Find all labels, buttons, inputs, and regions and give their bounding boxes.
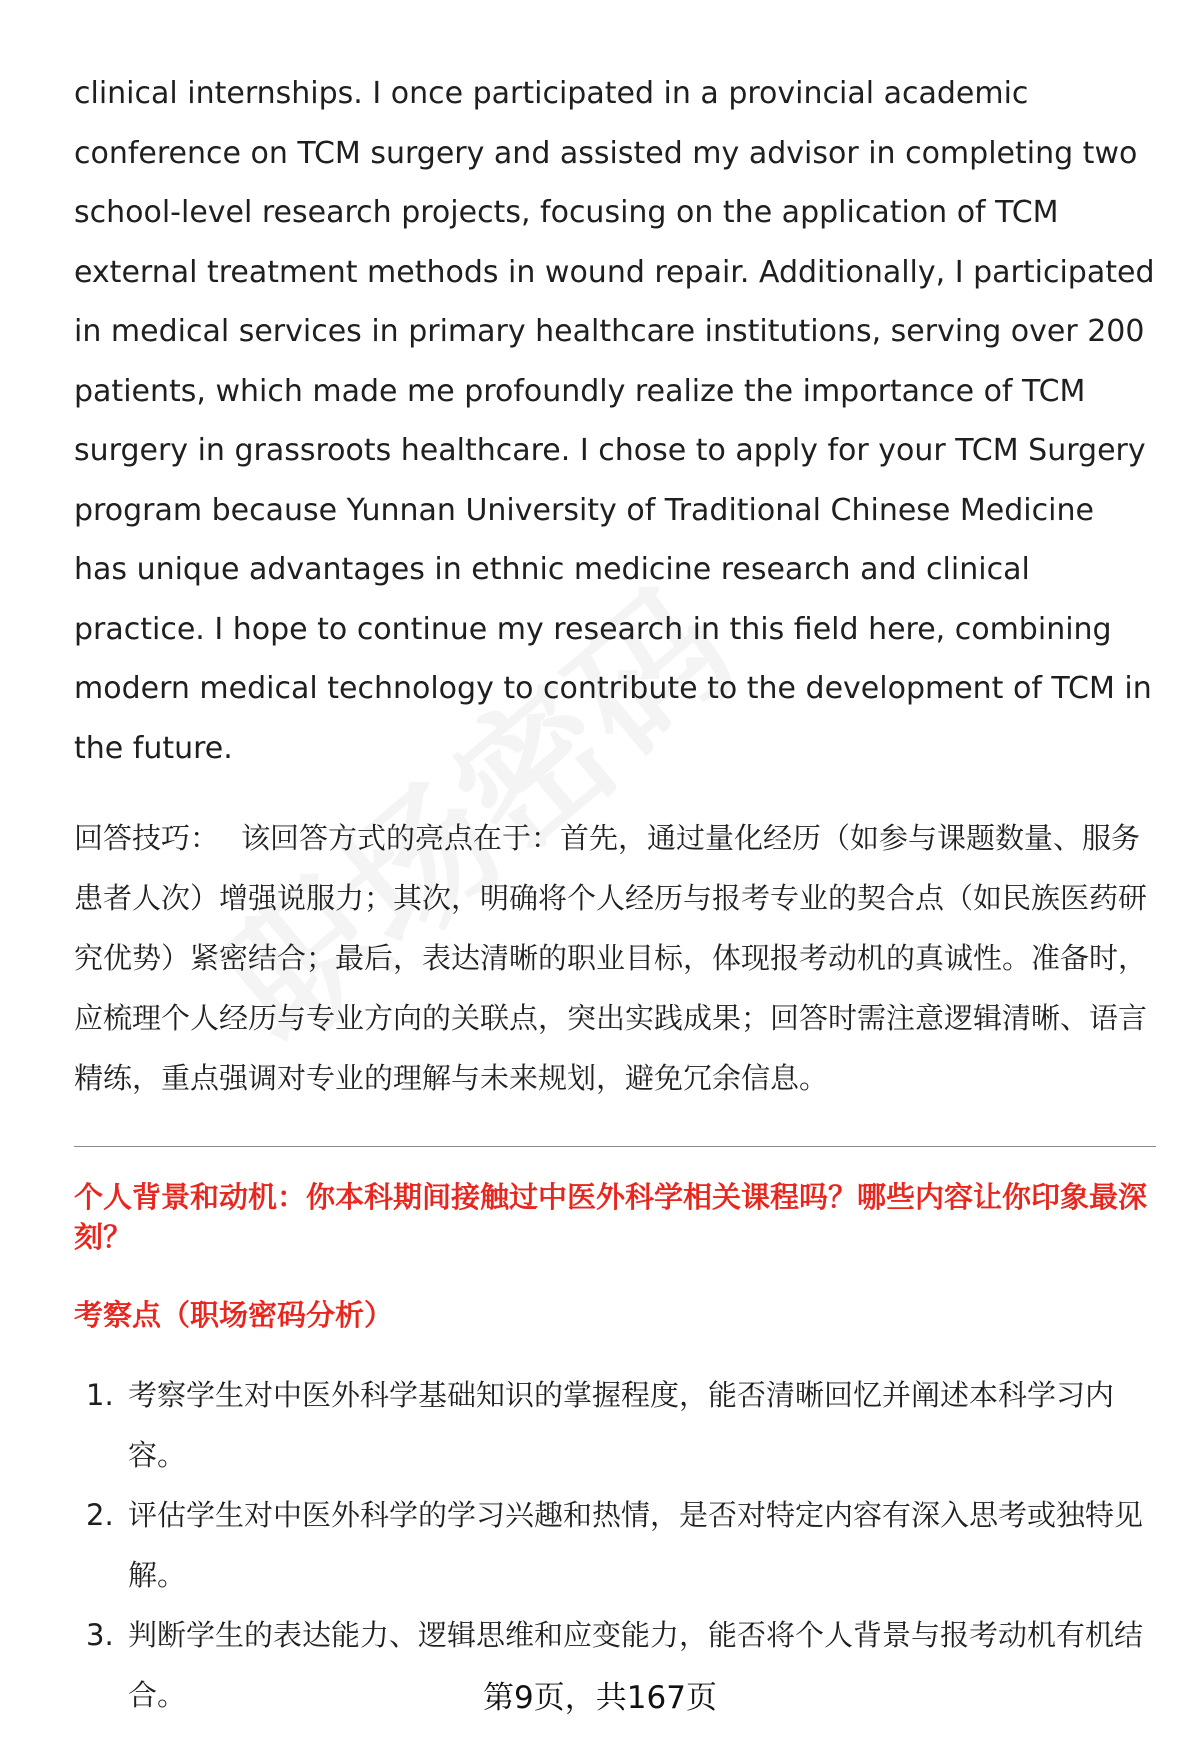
assessment-points-list xyxy=(74,1365,1156,1725)
answer-paragraph: clinical internships. I once participated in a provincial academic conference on TCM surgery and assisted my advisor in completing two school-level research projects, focusing on the application of TCM external treatment methods in wound repair. Additionally, I participated in medical services in primary healthcare institutions, serving over 200 patients, which made me profoundly realize the importance of TCM surgery in grassroots healthcare. I chose to apply for your TCM Surgery program because Yunnan University of Traditional Chinese Medicine has unique advantages in ethnic medicine research and clinical practice. I hope to continue my research in this field here, combining modern medical technology to contribute to the development of TCM in the future. xyxy=(74,76,1155,766)
assessment-points-heading: 考察点（职场密码分析） xyxy=(74,1298,394,1332)
list-item-number: 2. xyxy=(86,1498,114,1532)
section-divider xyxy=(74,1146,1156,1147)
list-item-text: 评估学生对中医外科学的学习兴趣和热情，是否对特定内容有深入思考或独特见解。 xyxy=(128,1498,1144,1592)
list-item xyxy=(74,1485,1156,1605)
list-item-number: 1. xyxy=(86,1378,114,1412)
tips-text: 该回答方式的亮点在于：首先，通过量化经历（如参与课题数量、服务患者人次）增强说服力；其次，明确将个人经历与报考专业的契合点（如民族医药研究优势）紧密结合；最后，表达清晰的职业目标，体现报考动机的真诚性。准备时，应梳理个人经历与专业方向的关联点，突出实践成果；回答时需注意逻辑清晰、语言精练，重点强调对专业的理解与未来规划，避免冗余信息。 xyxy=(74,821,1148,1095)
list-item-text: 判断学生的表达能力、逻辑思维和应变能力，能否将个人背景与报考动机有机结合。 xyxy=(128,1618,1144,1712)
answer-tips xyxy=(74,808,1156,1108)
list-item xyxy=(74,1365,1156,1485)
page-number-footer: 第9页，共167页 xyxy=(483,1680,717,1716)
page-content xyxy=(74,64,1156,1725)
list-item-number: 3. xyxy=(86,1618,114,1652)
question-heading: 个人背景和动机：你本科期间接触过中医外科学相关课程吗？哪些内容让你印象最深刻？ xyxy=(74,1180,1148,1254)
tips-label: 回答技巧： xyxy=(74,821,220,855)
list-item-text: 考察学生对中医外科学基础知识的掌握程度，能否清晰回忆并阐述本科学习内容。 xyxy=(128,1378,1115,1472)
